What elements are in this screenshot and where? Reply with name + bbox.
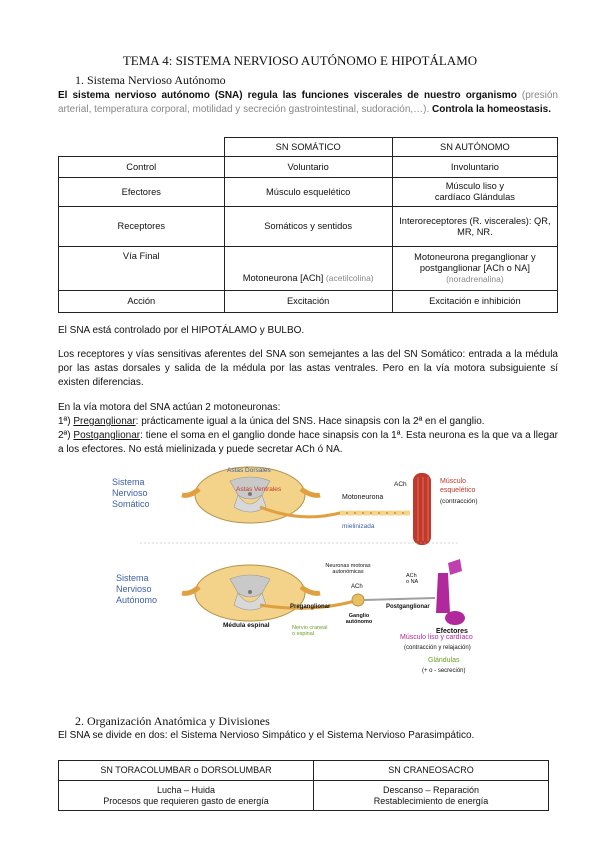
somatic-system-label: Sistema Nervioso Somático (112, 477, 150, 509)
control-paragraph: El SNA está controlado por el HIPOTÁLAMO y BULBO. (58, 325, 305, 336)
glandulas-label: Glándulas (428, 657, 460, 664)
somatic-cell: Somáticos y sentidos (224, 207, 392, 247)
postganglionar-term: Postganglionar (73, 430, 141, 441)
autonomic-cell: Motoneurona preganglionar y postganglionar [ACh o NA] (noradrenalina) (392, 247, 557, 291)
ganglion (352, 594, 364, 606)
sympathetic-header: SN TORACOLUMBAR o DORSOLUMBAR (59, 761, 314, 781)
autonomic-cell: Excitación e inhibición (392, 291, 557, 313)
intro-text-a: El sistema nervioso autónomo (SNA) regula las funciones viscerales de nuestro organismo (58, 90, 522, 101)
row-label: Efectores (59, 178, 225, 207)
parasympathetic-cell: Descanso – Reparación Restablecimiento de energía (314, 781, 549, 811)
table-row (59, 178, 558, 207)
autonomic-sub: (noradrenalina) (446, 274, 504, 284)
intro-examples: (presión arterial, temperatura corporal, motilidad y secreción gastrointestinal, sudoración,…). (58, 90, 558, 115)
row-label: Acción (59, 291, 225, 313)
table-header-empty (59, 138, 225, 157)
somatic-spinal-cord (182, 467, 320, 523)
somatic-sub: (acetilcolina) (325, 273, 374, 283)
division-table (58, 760, 549, 811)
table-header-row (59, 138, 558, 157)
postganglionic-axon (364, 598, 435, 600)
ganglio-label: Ganglio autónomo (345, 613, 373, 625)
astas-dorsales-label: Astas Dorsales (227, 467, 271, 474)
nervous-system-diagram (110, 463, 490, 691)
nervio-label: Nervio craneal o espinal (292, 625, 328, 637)
motor-path-paragraph (58, 401, 558, 457)
table-row (59, 291, 558, 313)
row-label: Receptores (59, 207, 225, 247)
section-1-heading: 1. Sistema Nervioso Autónomo (75, 73, 226, 87)
autonomic-cell: Músculo liso y cardíaco Glándulas (392, 178, 557, 207)
skeletal-muscle (413, 473, 431, 545)
contraccion-relaj-label: (contracción y relajación) (404, 645, 471, 651)
postganglionar-item: 2ª) Postganglionar: tiene el soma en el ganglio donde hace sinapsis con la 1ª. Esta neurona es la que va a llegar a los efectores. No está mielinizada y puede secretar ACh ó NA. (58, 430, 559, 455)
effectors (436, 559, 465, 625)
table-header-somatic: SN SOMÁTICO (224, 138, 392, 157)
astas-ventrales-label: Astas Ventrales (236, 486, 282, 493)
mielinizada-label: mielinizada (342, 523, 375, 530)
section-2-heading: 2. Organización Anatómica y Divisiones (75, 714, 270, 728)
comparison-table (58, 137, 558, 313)
table-row (59, 157, 558, 178)
efectores-label: Efectores (436, 628, 468, 635)
contraction-label: (contracción) (440, 498, 478, 505)
division-header-row (59, 761, 549, 781)
intro-text-b: Controla la homeostasis. (429, 104, 551, 115)
preganglionar-item: 1ª) Preganglionar: prácticamente igual a la única del SNS. Hace sinapsis con la 2ª en el ganglio. (58, 416, 485, 427)
row-label: Control (59, 157, 225, 178)
table-row (59, 207, 558, 247)
postganglionar-label: Postganglionar (386, 604, 430, 610)
autonomic-spinal-cord (182, 565, 320, 621)
skeletal-muscle-label: Músculo esquelético (440, 478, 476, 494)
somatic-cell: Excitación (224, 291, 392, 313)
ach-top-label: ACh (394, 481, 407, 488)
sna-intro-paragraph (58, 89, 558, 117)
secrecion-label: (+ o - secreción) (422, 668, 466, 674)
autonomic-cell: Involuntario (392, 157, 557, 178)
sympathetic-cell: Lucha – Huida Procesos que requieren gasto de energía (59, 781, 314, 811)
somatic-cell: Músculo esquelético (224, 178, 392, 207)
parasympathetic-header: SN CRANEOSACRO (314, 761, 549, 781)
table-row (59, 247, 558, 291)
division-body-row (59, 781, 549, 811)
medula-label: Médula espinal (223, 622, 270, 629)
receptors-paragraph: Los receptores y vías sensitivas aferentes del SNA son semejantes a las del SN Somático: entrada a la médula por las astas dorsales y salida de la médula por las astas ventrales. Pero en la vía motora subsiguiente sí existen diferencias. (58, 349, 558, 388)
smooth-muscle-label: Músculo liso y cardíaco (400, 634, 473, 641)
somatic-cell: Motoneurona [ACh] (acetilcolina) (224, 247, 392, 291)
motor-path-intro: En la vía motora del SNA actúan 2 motoneuronas: (58, 402, 281, 413)
page-title: TEMA 4: SISTEMA NERVIOSO AUTÓNOMO E HIPOTÁLAMO (122, 53, 478, 68)
somatic-cell: Voluntario (224, 157, 392, 178)
ach-na-label: ACh o NA (406, 573, 419, 585)
row-label: Vía Final (59, 247, 225, 291)
ach-mid-label: ACh (351, 584, 363, 590)
motoneurona-label: Motoneurona (342, 494, 384, 501)
autonomic-system-label: Sistema Nervioso Autónomo (116, 573, 158, 605)
preganglionar-label: Preganglionar (290, 604, 331, 610)
autonomic-cell: Interoreceptores (R. viscerales): QR, MR, NR. (392, 207, 557, 247)
preganglionar-term: Preganglionar (73, 416, 136, 427)
neuronas-motoras-label: Neuronas motoras autonómicas (325, 563, 371, 575)
section-2-intro: El SNA se divide en dos: el Sistema Nervioso Simpático y el Sistema Nervioso Parasimpático. (58, 730, 475, 741)
table-header-autonomic: SN AUTÓNOMO (392, 138, 557, 157)
